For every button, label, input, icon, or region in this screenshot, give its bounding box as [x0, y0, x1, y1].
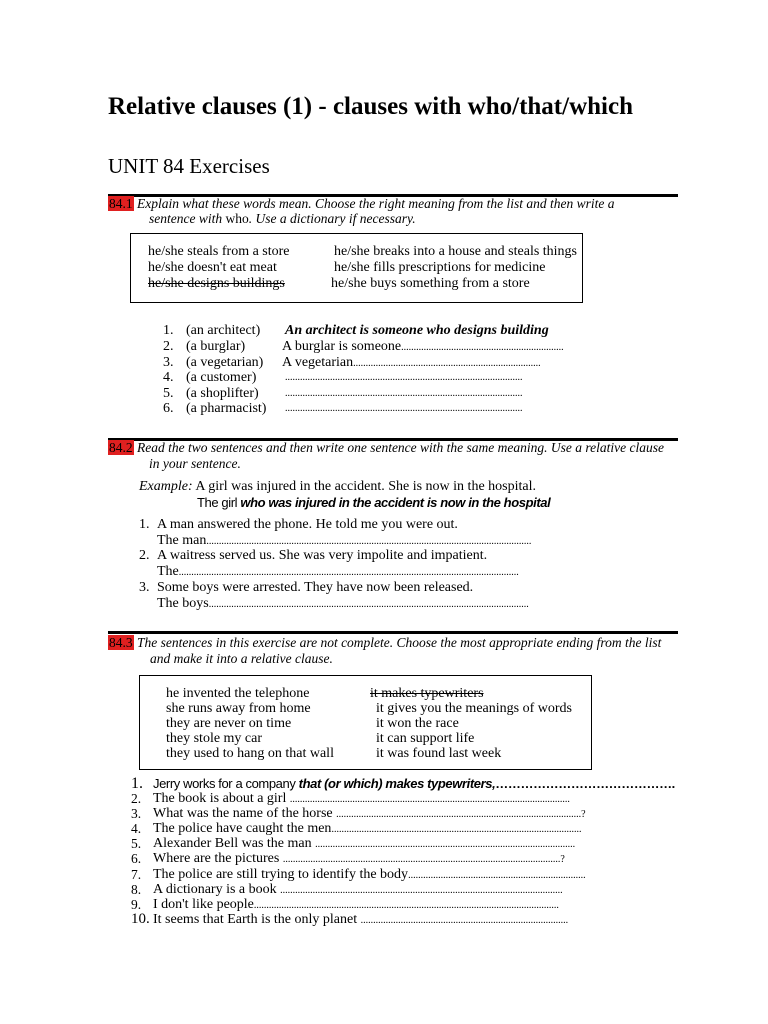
item-number: 2.: [139, 548, 150, 563]
meaning-option: he/she doesn't eat meat: [148, 260, 277, 275]
item-number: 8.: [131, 882, 142, 897]
item-number: 2.: [163, 339, 174, 354]
item-number: 1.: [163, 323, 174, 338]
exercise-1-instruction-cont: [149, 211, 416, 227]
item-text: I don't like people: [153, 897, 254, 912]
item-number: 3.: [131, 806, 142, 821]
example-text: A girl was injured in the accident. She is now in the hospital.: [192, 479, 536, 494]
item-number: 1.: [139, 517, 150, 532]
answer-dots: ..........................................................................................................................: [253, 900, 559, 911]
answer-start: The: [157, 564, 179, 579]
ending-option: they are never on time: [166, 716, 292, 731]
instruction-text: The sentences in this exercise are not complete. Choose the most appropriate ending from the list: [133, 635, 662, 650]
unit-heading: UNIT 84 Exercises: [108, 154, 270, 178]
item-word: (a vegetarian): [186, 355, 264, 370]
answer-dots: ........................................................................................................................................: [178, 567, 519, 578]
item-number: 5.: [163, 386, 174, 401]
example-answer: [197, 495, 550, 510]
answer-start: The boys: [157, 596, 209, 611]
item-question: A man answered the phone. He told me you were out.: [157, 517, 458, 532]
ending-option: he invented the telephone: [166, 686, 310, 701]
answer-dots: .................................................................: [401, 342, 564, 353]
answer-line[interactable]: [153, 897, 559, 913]
answer-line[interactable]: [153, 912, 568, 928]
ending-option: it can support life: [376, 731, 475, 746]
answer-line[interactable]: ...............................................................................................: [285, 403, 523, 414]
item-text: What was the name of the horse: [153, 806, 337, 821]
exercise-1-instruction: [108, 196, 614, 212]
item-text: A dictionary is a book: [153, 882, 281, 897]
answer-line[interactable]: [153, 867, 586, 883]
item-answer-example: that (or which) makes typewriters,: [298, 776, 496, 791]
instruction-text: Read the two sentences and then write one sentence with the same meaning. Use a relative clause: [133, 440, 664, 455]
answer-dots: ................................................................................................................: [289, 794, 570, 805]
page-title: Relative clauses (1) - clauses with who/that/which: [108, 93, 633, 120]
answer-line[interactable]: [157, 564, 519, 580]
answer-line[interactable]: [153, 836, 575, 852]
instruction-text: . Use a dictionary if necessary.: [248, 211, 416, 226]
item-number: 7.: [131, 867, 142, 882]
item-word: (a customer): [186, 370, 257, 385]
item-word: (a burglar): [186, 339, 246, 354]
item-text: Jerry works for a company: [153, 776, 299, 791]
item-number: 2.: [131, 791, 142, 806]
exercise-3-instruction: [108, 635, 661, 651]
instruction-text: sentence with: [149, 211, 226, 226]
item-number: 1.: [131, 775, 143, 792]
meaning-option: he/she buys something from a store: [331, 276, 530, 291]
item-text: The police are still trying to identify the body: [153, 867, 409, 882]
item-number: 9.: [131, 897, 142, 912]
answer-line[interactable]: [282, 355, 541, 371]
item-dots: …………………………………….: [495, 776, 675, 791]
answer-dots: ..................................................................................................................................: [206, 536, 532, 547]
item-word: (a pharmacist): [186, 401, 267, 416]
exercise-number: 84.2: [109, 440, 133, 455]
exercise-number: 84.3: [109, 635, 133, 650]
item-text: Alexander Bell was the man: [153, 836, 316, 851]
item-number: 6.: [131, 851, 142, 866]
item-question: Some boys were arrested. They have now been released.: [157, 580, 474, 595]
meaning-option: he/she breaks into a house and steals things: [334, 244, 578, 259]
ending-option: it won the race: [376, 716, 459, 731]
item-sentence: [153, 776, 675, 791]
item-question: A waitress served us. She was very impolite and impatient.: [157, 548, 488, 563]
answer-line[interactable]: [153, 851, 565, 867]
exercise-2-instruction-cont: in your sentence.: [149, 456, 241, 471]
example-label: Example:: [139, 479, 193, 494]
item-word: (an architect): [186, 323, 261, 338]
answer-line[interactable]: ...............................................................................................: [285, 388, 523, 399]
ending-option: they stole my car: [166, 731, 263, 746]
item-text: The book is about a girl: [153, 791, 290, 806]
item-number: 3.: [139, 580, 150, 595]
answer-dots: ........................................................................................................: [315, 839, 576, 850]
answer-dots: .................................................................................................................: [280, 885, 563, 896]
answer-dots: ...................................................................................: [360, 915, 569, 926]
answer-line[interactable]: [153, 821, 581, 837]
item-answer-example: An architect is someone who designs building: [285, 323, 549, 338]
answer-line[interactable]: [157, 596, 529, 612]
answer-line[interactable]: ...............................................................................................: [285, 372, 523, 383]
meaning-option: he/she fills prescriptions for medicine: [334, 260, 546, 275]
item-number: 5.: [131, 836, 142, 851]
item-text: It seems that Earth is the only planet: [153, 912, 361, 927]
item-number: 6.: [163, 401, 174, 416]
item-word: (a shoplifter): [186, 386, 259, 401]
meaning-option-used: he/she designs buildings: [148, 276, 285, 291]
item-number: 3.: [163, 355, 174, 370]
exercise-2-instruction: [108, 440, 664, 456]
answer-dots: ...............................................................................................................?: [282, 854, 565, 865]
ending-option: it gives you the meanings of words: [376, 701, 572, 716]
answer-dots: .......................................................................: [408, 870, 586, 881]
item-number: 4.: [163, 370, 174, 385]
exercise-number: 84.1: [109, 196, 133, 211]
answer-dots: ..................................................................................................?: [336, 809, 586, 820]
answer-dots: ................................................................................................................................: [208, 599, 529, 610]
item-text: Where are the pictures: [153, 851, 283, 866]
ending-option: it was found last week: [376, 746, 502, 761]
meaning-option: he/she steals from a store: [148, 244, 290, 259]
answer-start: The man: [157, 533, 207, 548]
item-number: 4.: [131, 821, 142, 836]
example-sentence: [139, 479, 536, 495]
item-text: The police have caught the men: [153, 821, 332, 836]
answer-dots: ....................................................................................................: [331, 824, 582, 835]
answer-line[interactable]: [153, 882, 563, 898]
section-divider: [108, 631, 678, 634]
example-answer-start: The girl: [197, 495, 241, 510]
ending-option: she runs away from home: [166, 701, 311, 716]
answer-line[interactable]: [157, 533, 531, 549]
answer-start: A vegetarian: [282, 355, 354, 370]
instruction-text: Explain what these words mean. Choose the right meaning from the list and then write a: [133, 196, 615, 211]
ending-option-used: it makes typewriters: [370, 686, 484, 701]
item-number: 10.: [131, 911, 150, 927]
answer-line[interactable]: [282, 339, 564, 355]
answer-dots: ...........................................................................: [353, 358, 541, 369]
answer-line[interactable]: [153, 791, 570, 807]
answer-start: A burglar is someone: [282, 339, 402, 354]
instruction-keyword: who: [225, 211, 249, 226]
exercise-3-instruction-cont: and make it into a relative clause.: [150, 651, 333, 666]
answer-line[interactable]: [153, 806, 586, 822]
ending-option: they used to hang on that wall: [166, 746, 334, 761]
example-answer-clause: who was injured in the accident is now in the hospital: [240, 495, 551, 510]
